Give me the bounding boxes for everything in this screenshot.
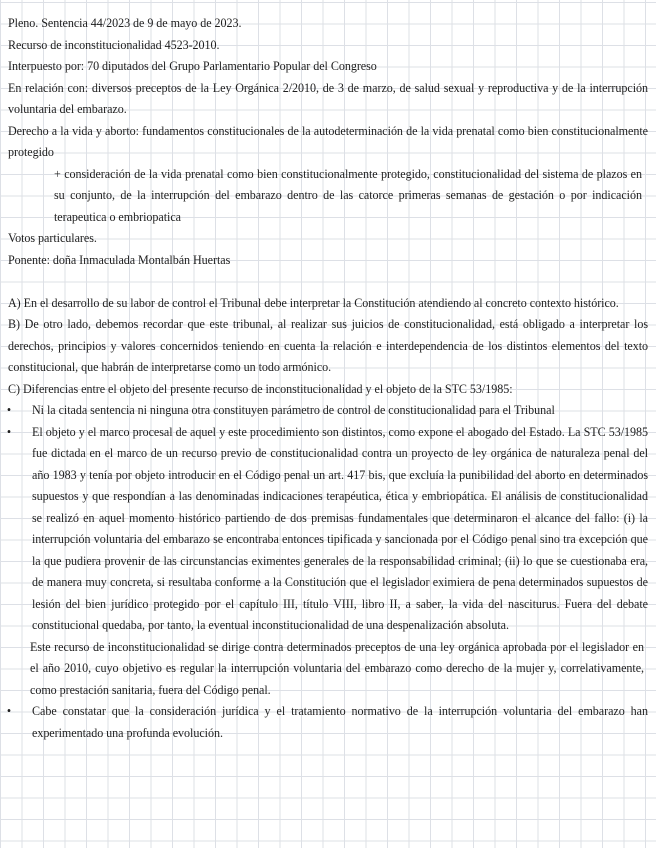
document-page [8,13,648,744]
topic-line: Derecho a la vida y aborto: fundamentos constitucionales de la autodeterminación de la vida prenatal como bien constitucionalmente protegido [8,123,648,159]
spacer [8,271,648,293]
dissenting-votes: Votos particulares. [8,231,97,245]
filed-by: Interpuesto por: 70 diputados del Grupo Parlamentario Popular del Congreso [8,59,377,73]
paragraph-a: A) En el desarrollo de su labor de control el Tribunal debe interpretar la Constitución atendiendo al concreto contexto histórico. [8,295,619,310]
rapporteur: Ponente: doña Inmaculada Montalbán Huertas [8,252,231,267]
paragraph-b: B) De otro lado, debemos recordar que este tribunal, al realizar sus juicios de constitucionalidad, está obligado a interpretar los derechos, principios y valores concernidos teniendo en cuenta la relación e interdependencia de los distintos elementos del texto constitucional, que habrán de interpretarse como un todo armónico. [8,317,648,374]
related-law: En relación con: diversos preceptos de la Ley Orgánica 2/2010, de 3 de marzo, de salud sexual y reproductiva y de la interrupción voluntaria del embarazo. [8,80,648,116]
paragraph-c: C) Diferencias entre el objeto del presente recurso de inconstitucionalidad y el objeto de la STC 53/1985: [8,381,513,396]
list-item-text: Cabe constatar que la consideración jurídica y el tratamiento normativo de la interrupción voluntaria del embarazo han experimentado una profunda evolución. [32,704,648,740]
bullet-icon: • [6,403,12,417]
bullet-icon: • [6,424,12,439]
bullet-icon: • [6,704,12,718]
appeal-number: Recurso de inconstitucionalidad 4523-2010. [8,37,220,52]
topic-detail: + consideración de la vida prenatal como bien constitucionalmente protegido, constitucionalidad del sistema de plazos en su conjunto, de la interrupción del embarazo dentro de las catorce primeras semanas de gestación o por indicación terapeutica o embriopatica [54,166,642,224]
list-item-text: El objeto y el marco procesal de aquel y este procedimiento son distintos, como expone el abogado del Estado. La STC 53/1985 fue dictada en el marco de un recurso previo de constitucionalidad contra un proyecto de ley orgánica de naturaleza penal del año 1983 y tenía por objeto introducir en el Código penal un art. 417 bis, que excluía la punibilidad del aborto en determinados supuestos y que respondían a las denominadas indicaciones terapéutica, ética y embriopática. El análisis de constitucionalidad se realizó en aquel momento histórico partiendo de dos premisas fundamentales que determinaron el alcance del fallo: (i) la interrupción voluntaria del embarazo se encontraba entonces tipificada y sancionada por el Código penal sino tra excepción que la que pudiera provenir de las circunstancias eximentes generales de la responsabilidad criminal; (ii) lo que se cuestionaba era, de manera muy concreta, si resultaba conforme a la Constitución que el legislador eximiera de pena determinados supuestos de lesión del bien jurídico protegido por el capítulo III, título VIII, libro II, a saber, la vida del nasciturus. Fuera del debate constitucional quedaba, por tanto, la eventual inconstitucionalidad de una despenalización absoluta. [32,424,648,632]
sentence-title: Pleno. Sentencia 44/2023 de 9 de mayo de 2023. [8,16,242,30]
indented-paragraph: Este recurso de inconstitucionalidad se dirige contra determinados preceptos de una ley orgánica aprobada por el legislador en el año 2010, cuyo objetivo es regular la interrupción voluntaria del embarazo como derecho de la mujer y, correlativamente, como prestación sanitaria, fuera del Código penal. [30,639,644,697]
list-item [8,701,648,744]
list-item [8,400,648,422]
list-item-text: Ni la citada sentencia ni ninguna otra constituyen parámetro de control de constitucionalidad para el Tribunal [32,403,555,417]
list-item [8,422,648,637]
